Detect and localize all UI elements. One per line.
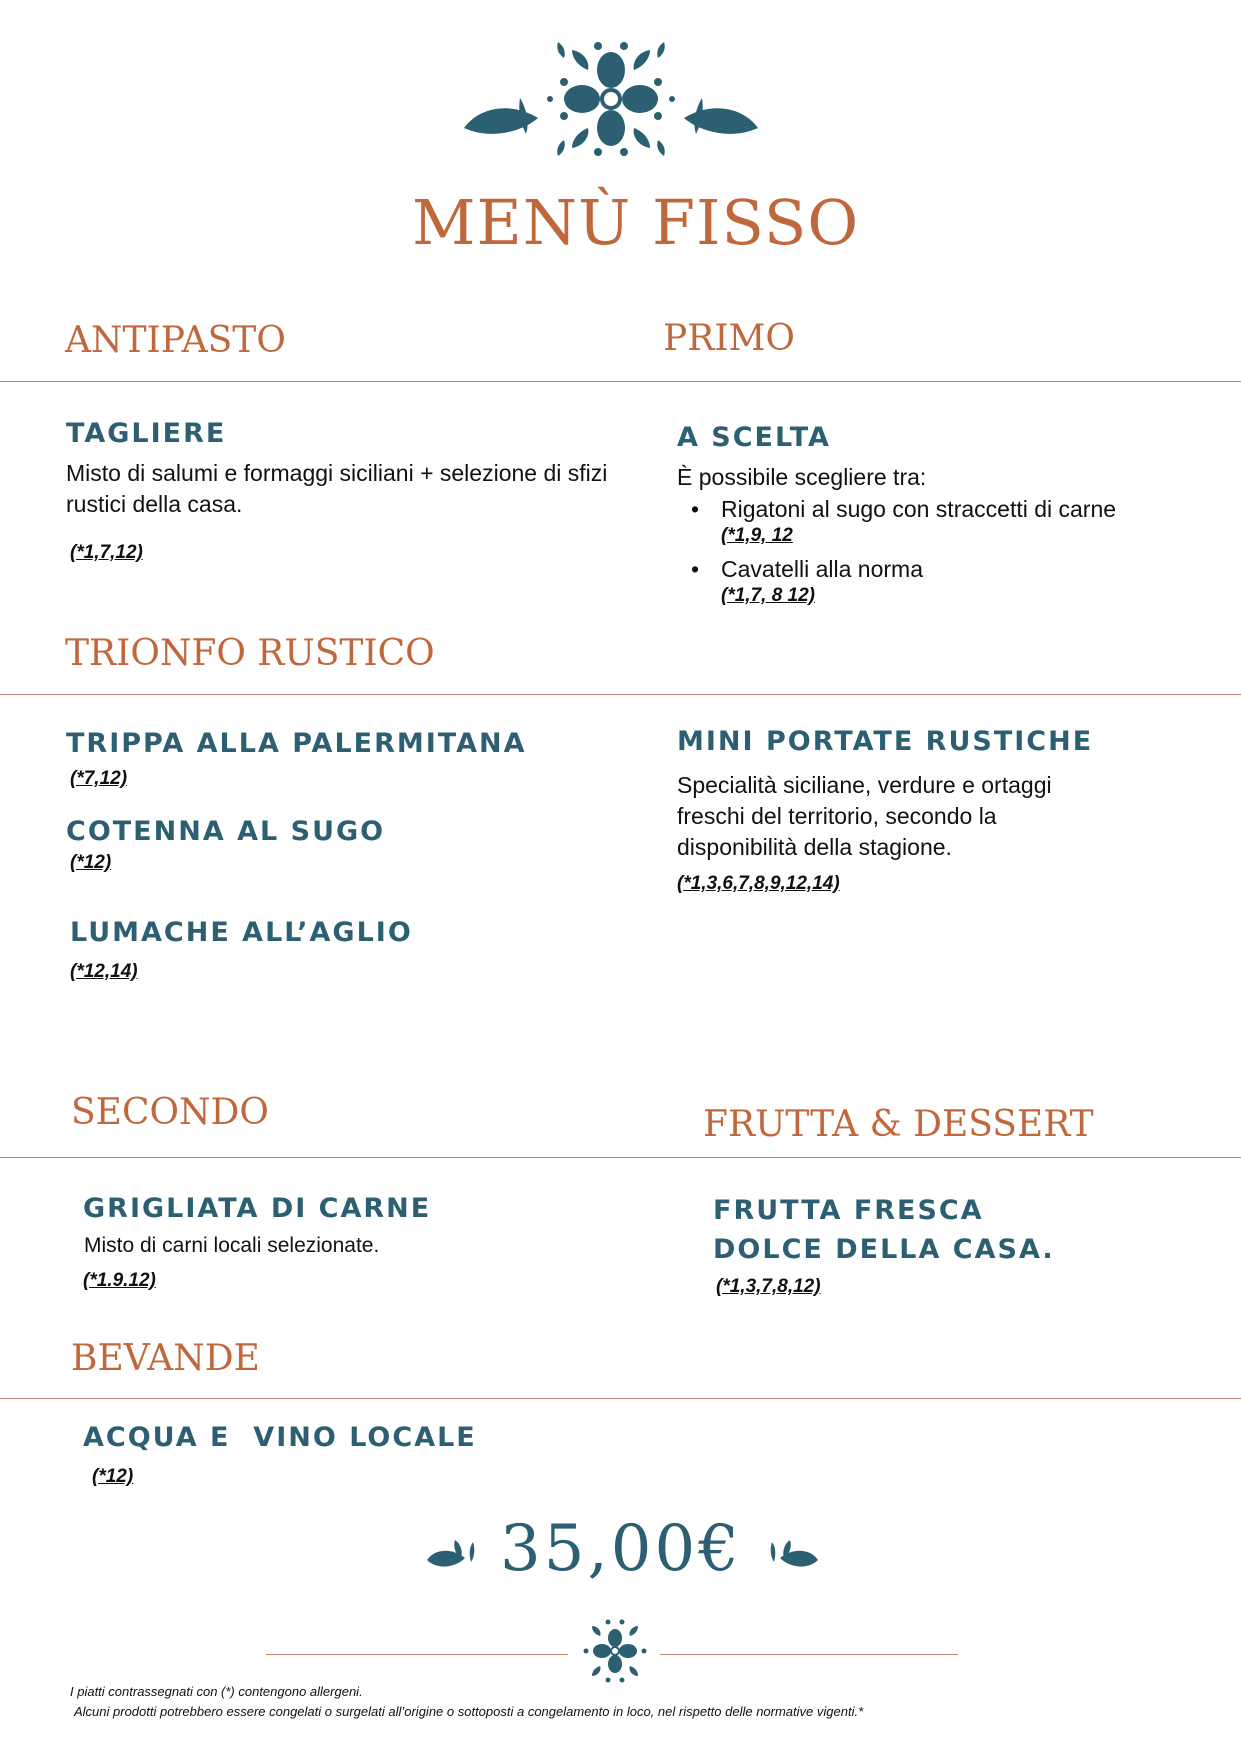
- dish-mini-portate: MINI PORTATE RUSTICHE: [677, 726, 1094, 757]
- section-heading-primo: PRIMO: [663, 318, 795, 359]
- allergens-mini-portate: (*1,3,6,7,8,9,12,14): [677, 873, 840, 894]
- dish-lumache: LUMACHE ALL’AGLIO: [70, 917, 413, 948]
- flower-ornament-icon: [582, 1618, 648, 1684]
- allergens-bevande: (*12): [92, 1466, 134, 1487]
- dish-description-mini-portate: Specialità siciliane, verdure e ortaggi freschi del territorio, secondo la disponibilità della stagione.: [677, 772, 1052, 860]
- flower-ornament-icon: [460, 36, 762, 160]
- option-allergens: (*1,9, 12: [721, 525, 793, 546]
- allergens-lumache: (*12,14): [70, 961, 138, 982]
- dish-grigliata: GRIGLIATA DI CARNE: [83, 1193, 432, 1224]
- dish-tagliere: TAGLIERE: [66, 418, 227, 449]
- dish-frutta-fresca: FRUTTA FRESCA: [713, 1195, 984, 1226]
- section-heading-secondo: SECONDO: [71, 1092, 269, 1133]
- allergens-cotenna: (*12): [70, 852, 112, 873]
- footer-divider-left: [266, 1654, 568, 1655]
- primo-options-list: [677, 494, 1237, 614]
- price: 35,00€: [500, 1512, 742, 1586]
- dish-description-a-scelta: È possibile scegliere tra:: [677, 464, 927, 490]
- footer-divider-right: [660, 1654, 958, 1655]
- dish-description-tagliere: Misto di salumi e formaggi siciliani + selezione di sfizi rustici della casa.: [66, 460, 608, 517]
- option-name: Cavatelli alla norma: [721, 556, 923, 582]
- dish-cotenna: COTENNA AL SUGO: [66, 816, 386, 847]
- footer-note-allergens: I piatti contrassegnati con (*) contengono allergeni.: [70, 1684, 363, 1699]
- divider-2: [0, 694, 1241, 695]
- divider-1: [0, 381, 1241, 382]
- leaf-swirl-icon: [762, 1536, 820, 1576]
- section-heading-bevande: BEVANDE: [71, 1338, 260, 1379]
- dish-dolce-della-casa: DOLCE DELLA CASA.: [713, 1234, 1055, 1265]
- allergens-grigliata: (*1.9.12): [83, 1270, 156, 1291]
- section-heading-trionfo-rustico: TRIONFO RUSTICO: [65, 633, 435, 674]
- list-item: [677, 494, 1237, 548]
- dish-a-scelta: A SCELTA: [677, 422, 831, 453]
- allergens-trippa: (*7,12): [70, 768, 128, 789]
- divider-3: [0, 1157, 1241, 1158]
- allergens-dessert: (*1,3,7,8,12): [716, 1276, 821, 1297]
- list-item: [677, 554, 1237, 608]
- leaf-swirl-icon: [425, 1536, 483, 1576]
- allergens-tagliere: (*1,7,12): [70, 542, 143, 563]
- section-heading-antipasto: ANTIPASTO: [65, 320, 286, 361]
- footer-note-frozen: Alcuni prodotti potrebbero essere congelati o surgelati all’origine o sottoposti a congelamento in loco, nel rispetto delle normative vigenti.*: [74, 1704, 864, 1719]
- section-heading-frutta-dessert: FRUTTA & DESSERT: [703, 1104, 1094, 1145]
- option-name: Rigatoni al sugo con straccetti di carne: [721, 496, 1117, 522]
- page-title: MENÙ FISSO: [412, 186, 860, 259]
- dish-description-grigliata: Misto di carni locali selezionate.: [84, 1234, 380, 1257]
- dish-trippa: TRIPPA ALLA PALERMITANA: [66, 728, 527, 759]
- divider-4: [0, 1398, 1241, 1399]
- option-allergens: (*1,7, 8 12): [721, 585, 815, 606]
- dish-acqua-vino: ACQUA E VINO LOCALE: [83, 1422, 477, 1453]
